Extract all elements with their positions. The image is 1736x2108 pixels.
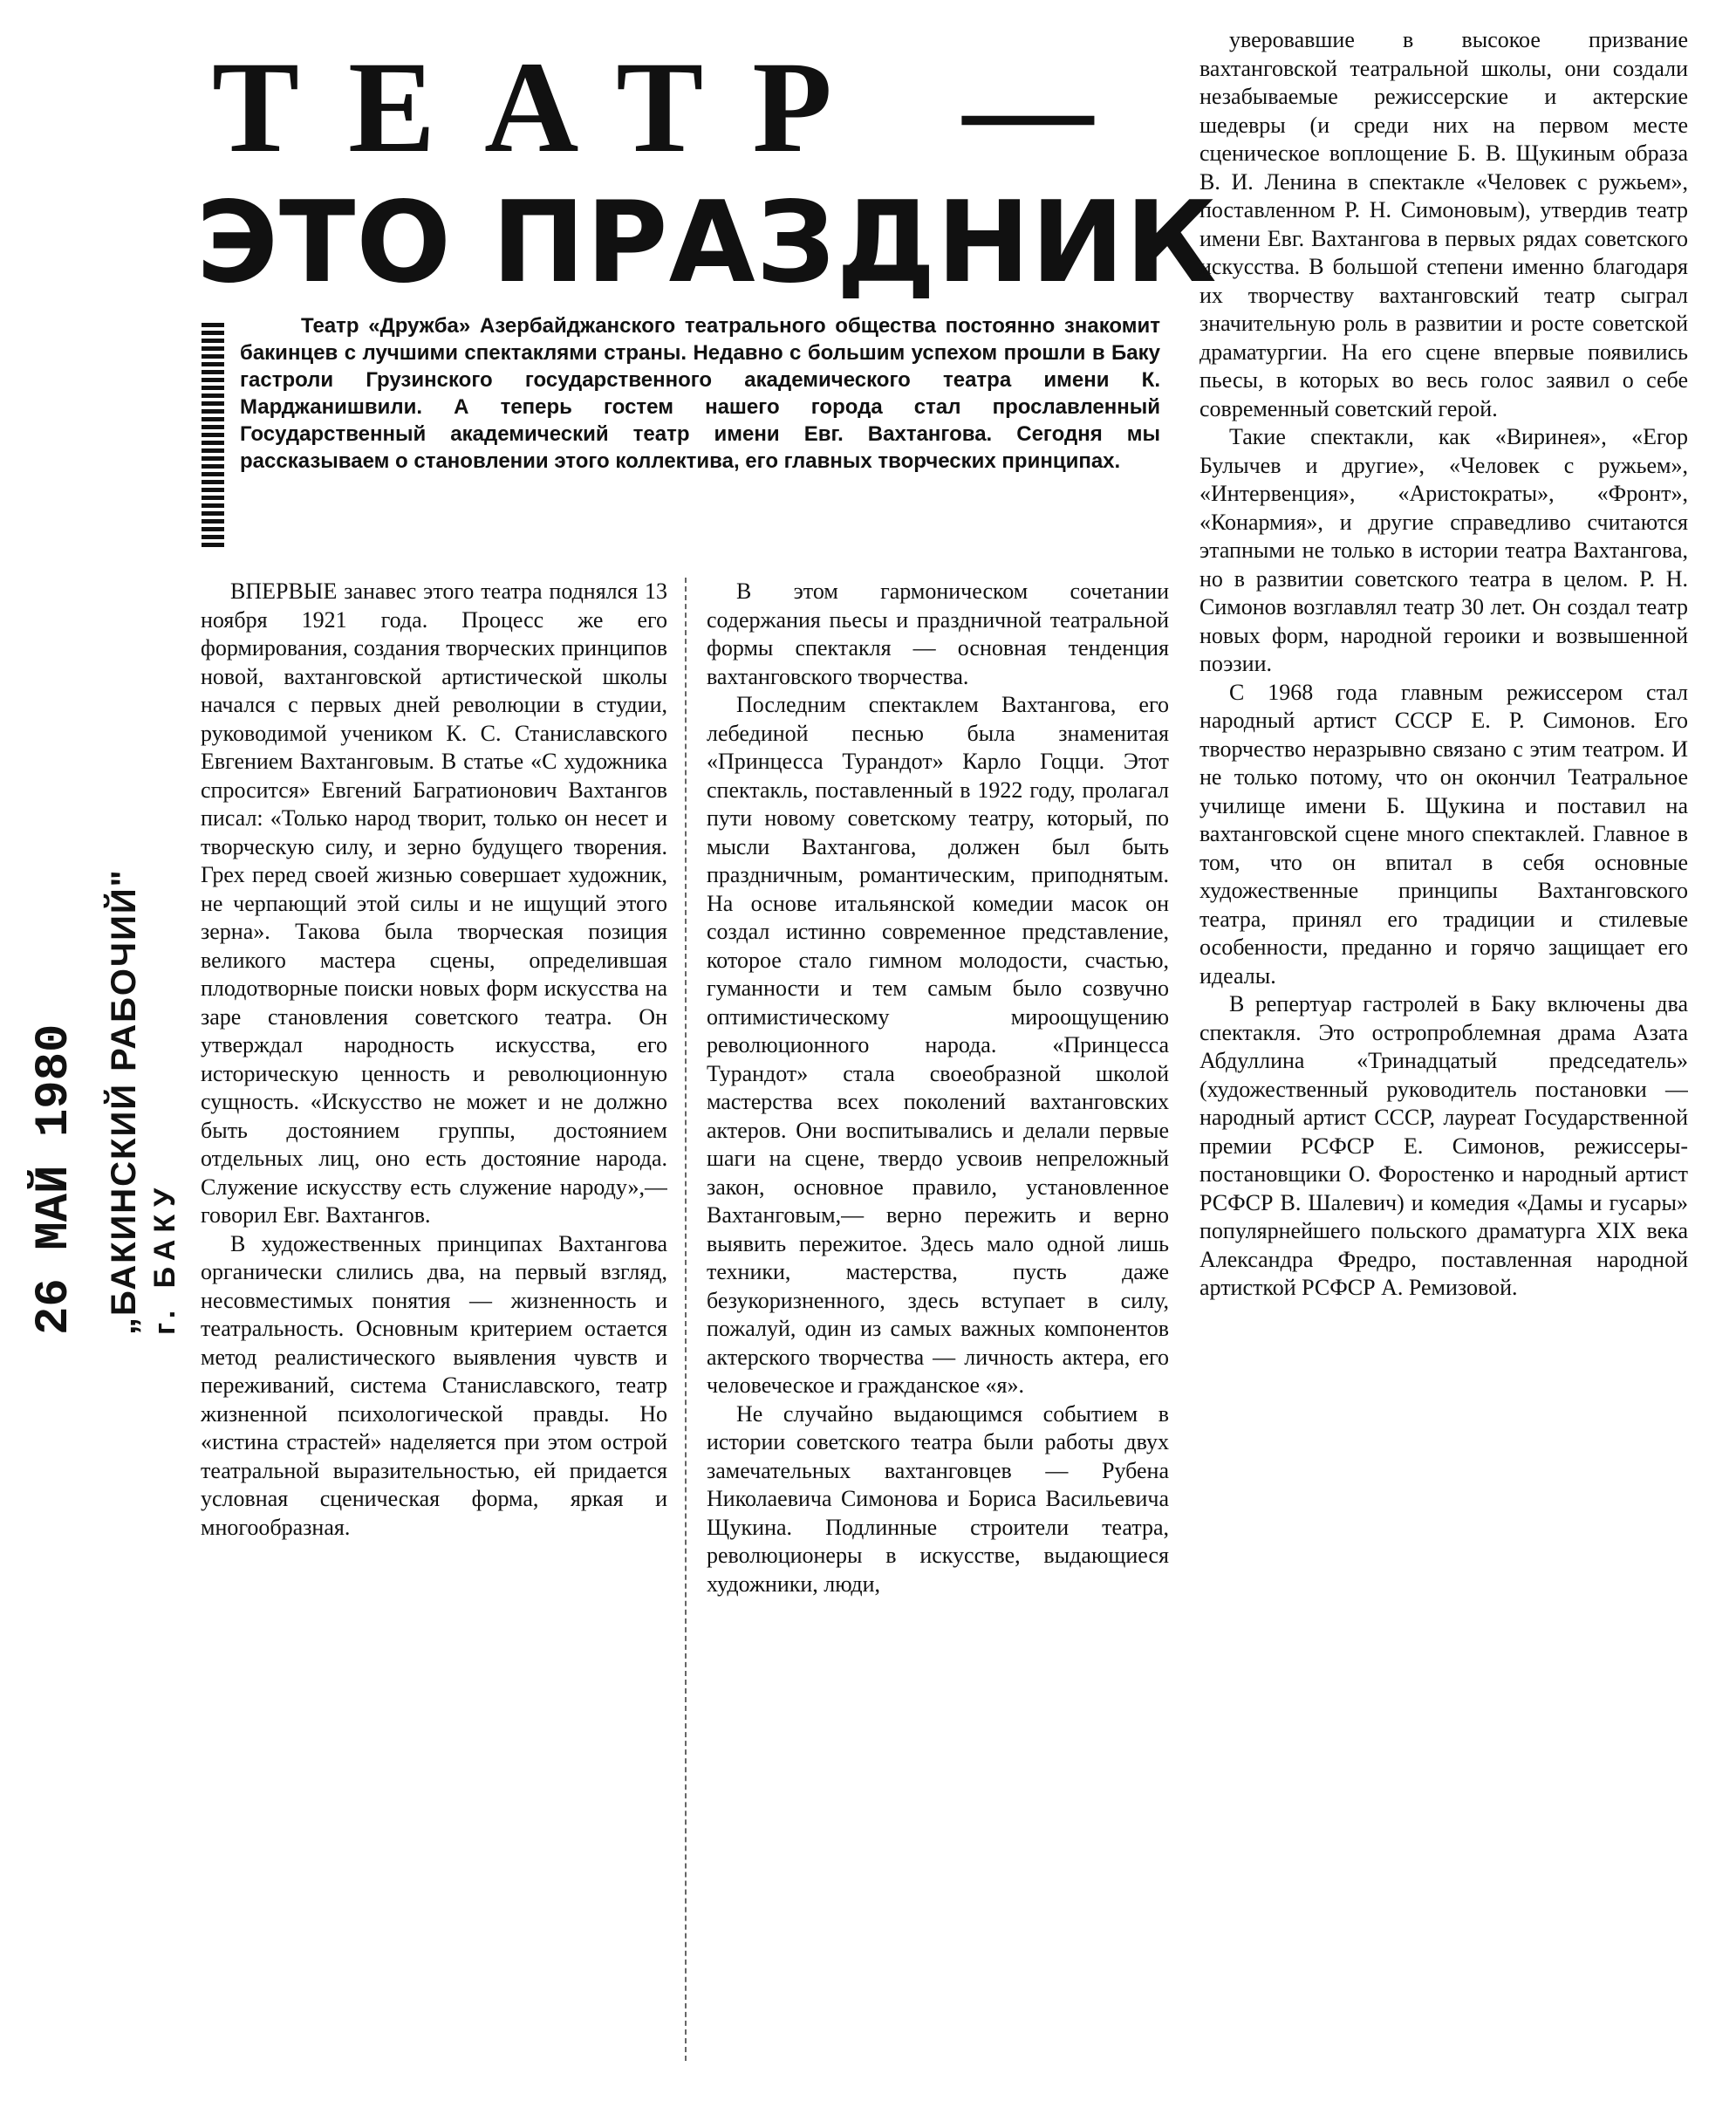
- lead-paragraph: Театр «Дружба» Азербайджанского театрального общества постоянно знакомит бакинцев с лучшими спектаклями страны. Недавно с большим успехом прошли в Баку гастроли Грузинского государственного академического театра имени К. Марджанишвили. А теперь гостем нашего города стал прославленный Государственный академический театр имени Евг. Вахтангова. Сегодня мы рассказываем о становлении этого коллектива, его главных творческих принципах.: [240, 314, 1160, 473]
- newspaper-clipping: [196, 26, 1692, 2085]
- lead-marker: [202, 323, 224, 550]
- stamp-newspaper: „БАКИНСКИЙ РАБОЧИЙ": [105, 868, 143, 1335]
- article-paragraph: В репертуар гастролей в Баку включены два спектакля. Это остропроблемная драма Азата Абдуллина «Тринадцатый председатель» (художественный руководитель постановки — народный артист СССР, лауреат Государственной премии РСФСР Е. Симонов, режиссеры-постановщики О. Форостенко и народный артист РСФСР В. Шалевич) и комедия «Дамы и гусары» популярнейшего польского драматурга XIX века Александра Фредро, поставленная народной артисткой РСФСР А. Ремизовой.: [1199, 991, 1688, 1300]
- article-column-1: [201, 578, 667, 2083]
- article-paragraph: Последним спектаклем Вахтангова, его лебединой песнью была знаменитая «Принцесса Турандот» Карло Гоцци. Этот спектакль, поставленный в 1922 году, пролагал пути новому советскому театру, который, по мысли Вахтангова, должен был быть праздничным, романтическим, приподнятым. На основе итальянской комедии масок он создал истинно современное представление, которое стало гимном молодости, счастью, гуманности и тем самым было созвучно оптимистическому мироощущению революционного народа. «Принцесса Турандот» стала своеобразной школой мастерства всех поколений вахтанговских актеров. Они воспитывались и делали первые шаги на сцене, твердо усвоив непреложный закон, основное правило, установленное Вахтанговым,— верно пережить и верно выявить пережитое. Здесь мало одной лишь техники, мастерства, пусть даже безукоризненного, здесь вступает в силу, пожалуй, один из самых важных компонентов актерского творчества — личность актера, его человеческое и гражданское «я».: [707, 692, 1169, 1398]
- stamp-city: г. БАКУ: [148, 1181, 181, 1335]
- article-paragraph: Не случайно выдающимся событием в истории советского театра были работы двух замечательных вахтанговцев — Рубена Николаевича Симонова и Бориса Васильевича Щукина. Подлинные строители театра, революционеры в искусстве, выдающиеся художники, люди,: [707, 1400, 1169, 1597]
- article-paragraph: В художественных принципах Вахтангова органически слились два, на первый взгляд, несовместимых понятия — жизненность и театральность. Основным критерием остается метод реалистического выявления чувств и переживаний, система Станиславского, театр жизненной психологической правды. Но «истина страстей» наделяется при этом острой театральной выразительностью, ей придается условная сценическая форма, яркая и многообразная.: [201, 1230, 667, 1540]
- archive-stamp: [17, 419, 183, 1335]
- article-paragraph: ВПЕРВЫЕ занавес этого театра поднялся 13 ноября 1921 года. Процесс же его формирования, создания творческих принципов новой, вахтанговской артистической школы начался с первых дней революции в студии, руководимой учеником К. С. Станиславского Евгением Вахтанговым. В статье «С художника спросится» Евгений Багратионович Вахтангов писал: «Только народ творит, только он несет и творческую силу, и зерно будущего творения. Грех перед своей жизнью совершает художник, не черпающий этой силы и не ищущий этого зерна». Такова была творческая позиция великого мастера сцены, определившая плодотворные поиски новых форм искусства на заре становления советского театра. Он утверждал народность искусства, его историческую ценность и революционную сущность. «Искусство не может и не должно быть достоянием группы, достоянием отдельных лиц, оно есть достояние народа. Служение искусству есть служение народу»,—говорил Евг. Вахтангов.: [201, 578, 667, 1228]
- stamp-date: 26 МАЙ 1980: [28, 1023, 81, 1335]
- article-paragraph: С 1968 года главным режиссером стал народный артист СССР Е. Р. Симонов. Его творчество неразрывно связано с этим театром. И не только потому, что он окончил Театральное училище имени Б. Щукина и поставил на вахтанговской сцене много спектаклей. Главное в том, что он впитал в себя основные художественные принципы Вахтанговского театра, принял его традиции и стилевые особенности, преданно и горячо защищает его идеалы.: [1199, 679, 1688, 989]
- article-column-3: [1199, 26, 1688, 2083]
- article-paragraph: уверовавшие в высокое призвание вахтанговской театральной школы, они создали незабываемые режиссерские и актерские шедевры (и среди них на первом месте сценическое воплощение Б. В. Щукиным образа В. И. Ленина в спектакле «Человек с ружьем», поставленном Р. Н. Симоновым), утвердив театр имени Евг. Вахтангова в первых рядах советского искусства. В большой степени именно благодаря их творчеству вахтанговский театр сыграл значительную роль в развитии и росте советской драматургии. На его сцене впервые появились пьесы, в которых во весь голос заявил о себе современный советский герой.: [1199, 27, 1688, 421]
- headline-line-1: ТЕАТР —: [212, 35, 1143, 180]
- article-paragraph: В этом гармоническом сочетании содержания пьесы и праздничной театральной формы спектакля — основная тенденция вахтанговского творчества.: [707, 578, 1169, 689]
- headline-line-2: ЭТО ПРАЗДНИК: [196, 178, 1218, 308]
- article-paragraph: Такие спектакли, как «Виринея», «Егор Булычев и другие», «Человек с ружьем», «Интервенция», «Аристократы», «Фронт», «Конармия», и другие справедливо считаются этапными не только в истории театра Вахтангова, но в развитии советского театра в целом. Р. Н. Симонов возглавлял театр 30 лет. Он создал театр новых форм, народной героики и возвышенной поэзии.: [1199, 424, 1688, 676]
- article-column-2: [707, 578, 1169, 2083]
- column-divider: [685, 578, 687, 2061]
